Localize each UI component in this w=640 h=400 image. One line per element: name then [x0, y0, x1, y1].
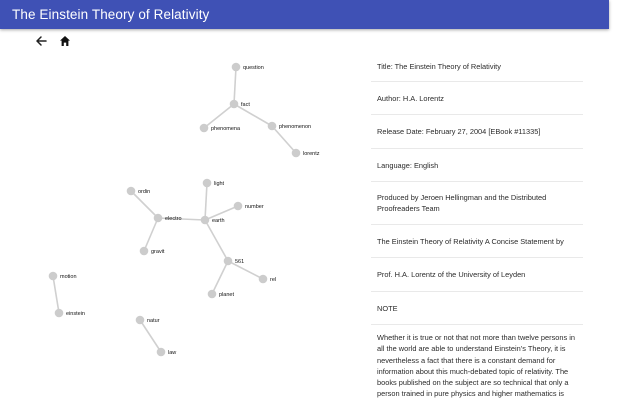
subtitle-row: [371, 225, 583, 258]
graph-edge-question-fact: [234, 67, 236, 104]
graph-node-label: law: [168, 350, 177, 356]
graph-node-circle[interactable]: [232, 63, 241, 72]
graph-node-phenomena[interactable]: [200, 124, 241, 133]
graph-node-label: einstein: [66, 311, 85, 317]
graph-edge-earth-561: [205, 220, 228, 261]
graph-node-circle[interactable]: [200, 124, 209, 133]
graph-node-law[interactable]: [157, 348, 177, 357]
graph-node-label: fact: [241, 102, 250, 108]
graph-node-label: electro: [165, 216, 182, 222]
app-title: The Einstein Theory of Relativity: [12, 7, 210, 22]
graph-node-circle[interactable]: [208, 290, 217, 299]
arrow-left-icon: [35, 35, 47, 47]
graph-node-label: light: [214, 181, 225, 187]
graph-node-natur[interactable]: [136, 316, 160, 325]
graph-node-label: gravit: [151, 249, 165, 255]
graph-node-phenomenon[interactable]: [268, 122, 311, 131]
graph-edge-561-rel: [228, 261, 263, 279]
detail-text: The Einstein Theory of Relativity A Concise Statement by: [377, 236, 564, 246]
book-details-panel: [371, 52, 583, 400]
graph-node-circle[interactable]: [154, 214, 163, 223]
producer-row: [371, 182, 583, 225]
graph-node-label: phenomenon: [279, 124, 312, 130]
graph-node-electro[interactable]: [154, 214, 182, 223]
graph-node-fact[interactable]: [230, 100, 251, 109]
detail-text: Title: The Einstein Theory of Relativity: [377, 62, 501, 71]
graph-node-circle[interactable]: [136, 316, 145, 325]
detail-text: Release Date: February 27, 2004 [EBook #11335]: [377, 127, 541, 136]
graph-edge-motion-einstein: [53, 276, 59, 313]
graph-node-gravit[interactable]: [140, 247, 165, 256]
graph-node-circle[interactable]: [224, 257, 233, 266]
detail-text: Prof. H.A. Lorentz of the University of Leyden: [377, 270, 526, 279]
graph-node-ordin[interactable]: [127, 187, 151, 196]
graph-node-label: lorentz: [303, 151, 320, 157]
author-affiliation-row: [371, 258, 583, 292]
graph-node-circle[interactable]: [55, 309, 64, 318]
graph-node-label: ordin: [138, 189, 151, 195]
graph-edge-ordin-electro: [131, 191, 158, 218]
graph-edge-fact-phenomena: [204, 104, 234, 128]
graph-edge-561-planet: [212, 261, 228, 294]
word-graph[interactable]: [0, 52, 360, 400]
graph-node-label: question: [243, 65, 264, 71]
graph-node-light[interactable]: [203, 179, 225, 188]
graph-node-circle[interactable]: [292, 149, 301, 158]
graph-node-circle[interactable]: [203, 179, 212, 188]
language-row: [371, 149, 583, 182]
graph-edge-natur-law: [140, 320, 161, 352]
detail-text: Produced by Jeroen Hellingman and the Distributed Proofreaders Team: [377, 193, 547, 213]
graph-node-rel[interactable]: [259, 275, 276, 284]
graph-edge-fact-phenomenon: [234, 104, 272, 126]
graph-node-circle[interactable]: [140, 247, 149, 256]
app-bar: [0, 0, 609, 29]
graph-node-circle[interactable]: [230, 100, 239, 109]
graph-node-circle[interactable]: [201, 216, 210, 225]
graph-edge-light-earth: [205, 183, 207, 220]
graph-node-circle[interactable]: [49, 272, 58, 281]
body-text-row: [371, 325, 583, 400]
home-button[interactable]: [57, 33, 73, 49]
home-icon: [59, 35, 71, 47]
back-button[interactable]: [33, 33, 49, 49]
graph-node-circle[interactable]: [234, 202, 243, 211]
graph-node-motion[interactable]: [49, 272, 77, 281]
detail-text: Language: English: [377, 160, 439, 170]
detail-text: Author: H.A. Lorentz: [377, 93, 444, 103]
author-row: [371, 82, 583, 115]
graph-nodes: [49, 63, 320, 357]
graph-node-label: planet: [219, 292, 234, 298]
detail-text: NOTE: [377, 303, 398, 313]
graph-node-planet[interactable]: [208, 290, 235, 299]
graph-edge-electro-gravit: [144, 218, 158, 251]
graph-node-circle[interactable]: [127, 187, 136, 196]
graph-node-circle[interactable]: [259, 275, 268, 284]
note-heading-row: [371, 292, 583, 325]
graph-edge-phenomenon-lorentz: [272, 126, 296, 153]
graph-node-number[interactable]: [234, 202, 264, 211]
graph-node-einstein[interactable]: [55, 309, 85, 318]
graph-node-label: earth: [212, 218, 225, 224]
graph-node-lorentz[interactable]: [292, 149, 320, 158]
graph-node-question[interactable]: [232, 63, 264, 72]
graph-node-label: phenomena: [211, 126, 241, 132]
word-graph-canvas[interactable]: [0, 52, 360, 400]
graph-node-label: natur: [147, 318, 160, 324]
graph-node-label: number: [245, 204, 264, 210]
graph-node-circle[interactable]: [157, 348, 166, 357]
graph-node-label: 561: [235, 259, 245, 265]
graph-node-circle[interactable]: [268, 122, 277, 131]
title-row: [371, 52, 583, 82]
graph-node-label: motion: [60, 274, 77, 280]
detail-text: Whether it is true or not that not more than twelve persons in all the world are able to understand Einstein's Theory, it is nevertheless a fact that there is a constant demand for information about this much-debated topic of relativity. The books published on the subject are so technical that only a person trained in pure physics and higher mathematics is: [377, 333, 576, 399]
release-date-row: [371, 115, 583, 149]
graph-node-label: rel: [270, 277, 277, 283]
